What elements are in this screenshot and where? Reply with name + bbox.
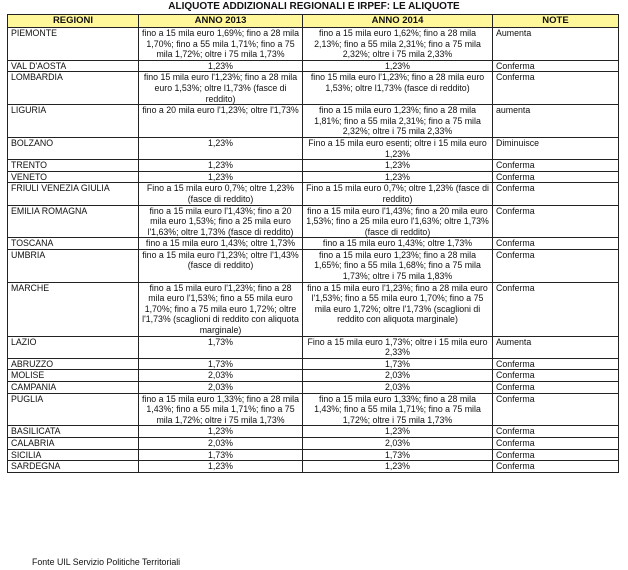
note-cell: Conferma bbox=[493, 72, 619, 105]
note-cell: Diminuisce bbox=[493, 137, 619, 159]
anno-2014-cell: 1,23% bbox=[303, 461, 493, 473]
anno-2013-cell: 1,73% bbox=[139, 358, 303, 370]
note-cell: Aumenta bbox=[493, 28, 619, 61]
table-row bbox=[8, 382, 619, 394]
table-row bbox=[8, 160, 619, 172]
anno-2013-cell: 1,23% bbox=[139, 171, 303, 183]
table-row bbox=[8, 28, 619, 61]
header-regioni: REGIONI bbox=[8, 15, 139, 28]
anno-2013-cell: fino 15 mila euro l'1,23%; fino a 28 mila euro 1,53%; oltre l1,73% (fasce di reddito) bbox=[139, 72, 303, 105]
anno-2013-cell: 1,73% bbox=[139, 336, 303, 358]
note-cell: Conferma bbox=[493, 60, 619, 72]
note-cell: Conferma bbox=[493, 461, 619, 473]
region-cell: BOLZANO bbox=[8, 137, 139, 159]
note-cell: Conferma bbox=[493, 437, 619, 449]
anno-2014-cell: fino 15 mila euro l'1,23%; fino a 28 mila euro 1,53%; oltre l1,73% (fasce di reddito) bbox=[303, 72, 493, 105]
anno-2013-cell: 2,03% bbox=[139, 370, 303, 382]
anno-2014-cell: 1,23% bbox=[303, 160, 493, 172]
region-cell: LIGURIA bbox=[8, 105, 139, 138]
region-cell: LAZIO bbox=[8, 336, 139, 358]
aliquote-table bbox=[7, 14, 619, 473]
note-cell: Conferma bbox=[493, 238, 619, 250]
anno-2014-cell: 1,73% bbox=[303, 449, 493, 461]
table-row bbox=[8, 426, 619, 438]
table-row bbox=[8, 171, 619, 183]
table-row bbox=[8, 205, 619, 238]
header-anno-2014: ANNO 2014 bbox=[303, 15, 493, 28]
region-cell: LOMBARDIA bbox=[8, 72, 139, 105]
region-cell: CALABRIA bbox=[8, 437, 139, 449]
region-cell: VENETO bbox=[8, 171, 139, 183]
source-note: Fonte UIL Servizio Politiche Territoriali bbox=[32, 557, 181, 567]
header-note: NOTE bbox=[493, 15, 619, 28]
note-cell: Conferma bbox=[493, 183, 619, 205]
anno-2014-cell: 1,23% bbox=[303, 171, 493, 183]
anno-2013-cell: 2,03% bbox=[139, 382, 303, 394]
region-cell: UMBRIA bbox=[8, 249, 139, 282]
anno-2014-cell: 2,03% bbox=[303, 370, 493, 382]
anno-2014-cell: fino a 15 mila euro 1,43%; oltre 1,73% bbox=[303, 238, 493, 250]
anno-2014-cell: Fino a 15 mila euro esenti; oltre i 15 mila euro 1,23% bbox=[303, 137, 493, 159]
table-row bbox=[8, 393, 619, 426]
anno-2014-cell: fino a 15 mila euro l'1,43%; fino a 20 mila euro 1,53%; fino a 25 mila euro l'1,63%; oltre 1,73% (fasce di reddito) bbox=[303, 205, 493, 238]
anno-2014-cell: fino a 15 mila euro 1,23%; fino a 28 mila 1,65%; fino a 55 mila 1,68%; fino a 75 mila 1,73%; oltre i 75 mila 1,83% bbox=[303, 249, 493, 282]
anno-2014-cell: Fino a 15 mila euro 1,73%; oltre i 15 mila euro 2,33% bbox=[303, 336, 493, 358]
table-row bbox=[8, 238, 619, 250]
anno-2014-cell: 2,03% bbox=[303, 382, 493, 394]
region-cell: SICILIA bbox=[8, 449, 139, 461]
anno-2013-cell: fino a 15 mila euro 1,43%; oltre 1,73% bbox=[139, 238, 303, 250]
table-row bbox=[8, 461, 619, 473]
anno-2013-cell: 2,03% bbox=[139, 437, 303, 449]
region-cell: MOLISE bbox=[8, 370, 139, 382]
region-cell: CAMPANIA bbox=[8, 382, 139, 394]
region-cell: BASILICATA bbox=[8, 426, 139, 438]
note-cell: Conferma bbox=[493, 358, 619, 370]
note-cell: Conferma bbox=[493, 160, 619, 172]
anno-2014-cell: 1,73% bbox=[303, 358, 493, 370]
anno-2013-cell: 1,23% bbox=[139, 426, 303, 438]
anno-2013-cell: 1,23% bbox=[139, 137, 303, 159]
anno-2014-cell: fino a 15 mila euro l'1,23%; fino a 28 mila euro l'1,53%; fino a 55 mila euro 1,70%; fino a 75 mila euro 1,72%; oltre l'1,73% (scaglioni di reddito con aliquota marginale) bbox=[303, 282, 493, 336]
anno-2013-cell: fino a 15 mila euro 1,69%; fino a 28 mila 1,70%; fino a 55 mila 1,71%; fino a 75 mila 1,72%; oltre i 75 mila 1,73% bbox=[139, 28, 303, 61]
note-cell: Conferma bbox=[493, 370, 619, 382]
anno-2014-cell: fino a 15 mila euro 1,62%; fino a 28 mila 2,13%; fino a 55 mila 2,31%; fino a 75 mila 2,32%; oltre i 75 mila 2,33% bbox=[303, 28, 493, 61]
region-cell: MARCHE bbox=[8, 282, 139, 336]
anno-2013-cell: fino a 15 mila euro l'1,23%; oltre l'1,43% (fasce di reddito) bbox=[139, 249, 303, 282]
anno-2013-cell: 1,23% bbox=[139, 160, 303, 172]
table-row bbox=[8, 358, 619, 370]
table-row bbox=[8, 60, 619, 72]
table-row bbox=[8, 370, 619, 382]
anno-2013-cell: 1,73% bbox=[139, 449, 303, 461]
table-row bbox=[8, 183, 619, 205]
anno-2014-cell: 1,23% bbox=[303, 426, 493, 438]
region-cell: SARDEGNA bbox=[8, 461, 139, 473]
anno-2013-cell: fino a 15 mila euro 1,33%; fino a 28 mila 1,43%; fino a 55 mila 1,71%; fino a 75 mila 1,72%; oltre i 75 mila 1,73% bbox=[139, 393, 303, 426]
region-cell: PUGLIA bbox=[8, 393, 139, 426]
note-cell: Conferma bbox=[493, 426, 619, 438]
region-cell: FRIULI VENEZIA GIULIA bbox=[8, 183, 139, 205]
anno-2014-cell: fino a 15 mila euro 1,33%; fino a 28 mila 1,43%; fino a 55 mila 1,71%; fino a 75 mila 1,72%; oltre i 75 mila 1,73% bbox=[303, 393, 493, 426]
header-row bbox=[8, 15, 619, 28]
note-cell: Conferma bbox=[493, 249, 619, 282]
anno-2013-cell: Fino a 15 mila euro 0,7%; oltre 1,23% (fasce di reddito) bbox=[139, 183, 303, 205]
table-row bbox=[8, 105, 619, 138]
anno-2013-cell: 1,23% bbox=[139, 60, 303, 72]
region-cell: TRENTO bbox=[8, 160, 139, 172]
note-cell: Conferma bbox=[493, 171, 619, 183]
region-cell: VAL D'AOSTA bbox=[8, 60, 139, 72]
note-cell: Conferma bbox=[493, 449, 619, 461]
anno-2013-cell: fino a 15 mila euro l'1,23%; fino a 28 mila euro l'1,53%; fino a 55 mila euro 1,70%; fino a 75 mila euro 1,72%; oltre l'1,73% (scaglioni di reddito con aliquota marginale) bbox=[139, 282, 303, 336]
table-row bbox=[8, 437, 619, 449]
region-cell: ABRUZZO bbox=[8, 358, 139, 370]
table-row bbox=[8, 282, 619, 336]
table-row bbox=[8, 449, 619, 461]
note-cell: Conferma bbox=[493, 282, 619, 336]
note-cell: Conferma bbox=[493, 205, 619, 238]
anno-2014-cell: Fino a 15 mila euro 0,7%; oltre 1,23% (fasce di reddito) bbox=[303, 183, 493, 205]
table-row bbox=[8, 72, 619, 105]
table-title: ALIQUOTE ADDIZIONALI REGIONALI E IRPEF: LE ALIQUOTE bbox=[168, 1, 460, 12]
anno-2014-cell: 2,03% bbox=[303, 437, 493, 449]
note-cell: Conferma bbox=[493, 393, 619, 426]
region-cell: TOSCANA bbox=[8, 238, 139, 250]
anno-2013-cell: 1,23% bbox=[139, 461, 303, 473]
anno-2013-cell: fino a 15 mila euro l'1,43%; fino a 20 mila euro 1,53%; fino a 25 mila euro l'1,63%; oltre 1,73% (fasce di reddito) bbox=[139, 205, 303, 238]
note-cell: Conferma bbox=[493, 382, 619, 394]
note-cell: Aumenta bbox=[493, 336, 619, 358]
anno-2013-cell: fino a 20 mila euro l'1,23%; oltre l'1,73% bbox=[139, 105, 303, 138]
header-anno-2013: ANNO 2013 bbox=[139, 15, 303, 28]
anno-2014-cell: 1,23% bbox=[303, 60, 493, 72]
table-row bbox=[8, 336, 619, 358]
table-row bbox=[8, 249, 619, 282]
region-cell: EMILIA ROMAGNA bbox=[8, 205, 139, 238]
region-cell: PIEMONTE bbox=[8, 28, 139, 61]
anno-2014-cell: fino a 15 mila euro 1,23%; fino a 28 mila 1,81%; fino a 55 mila 2,31%; fino a 75 mila 2,32%; oltre i 75 mila 2,33% bbox=[303, 105, 493, 138]
note-cell: aumenta bbox=[493, 105, 619, 138]
table-row bbox=[8, 137, 619, 159]
